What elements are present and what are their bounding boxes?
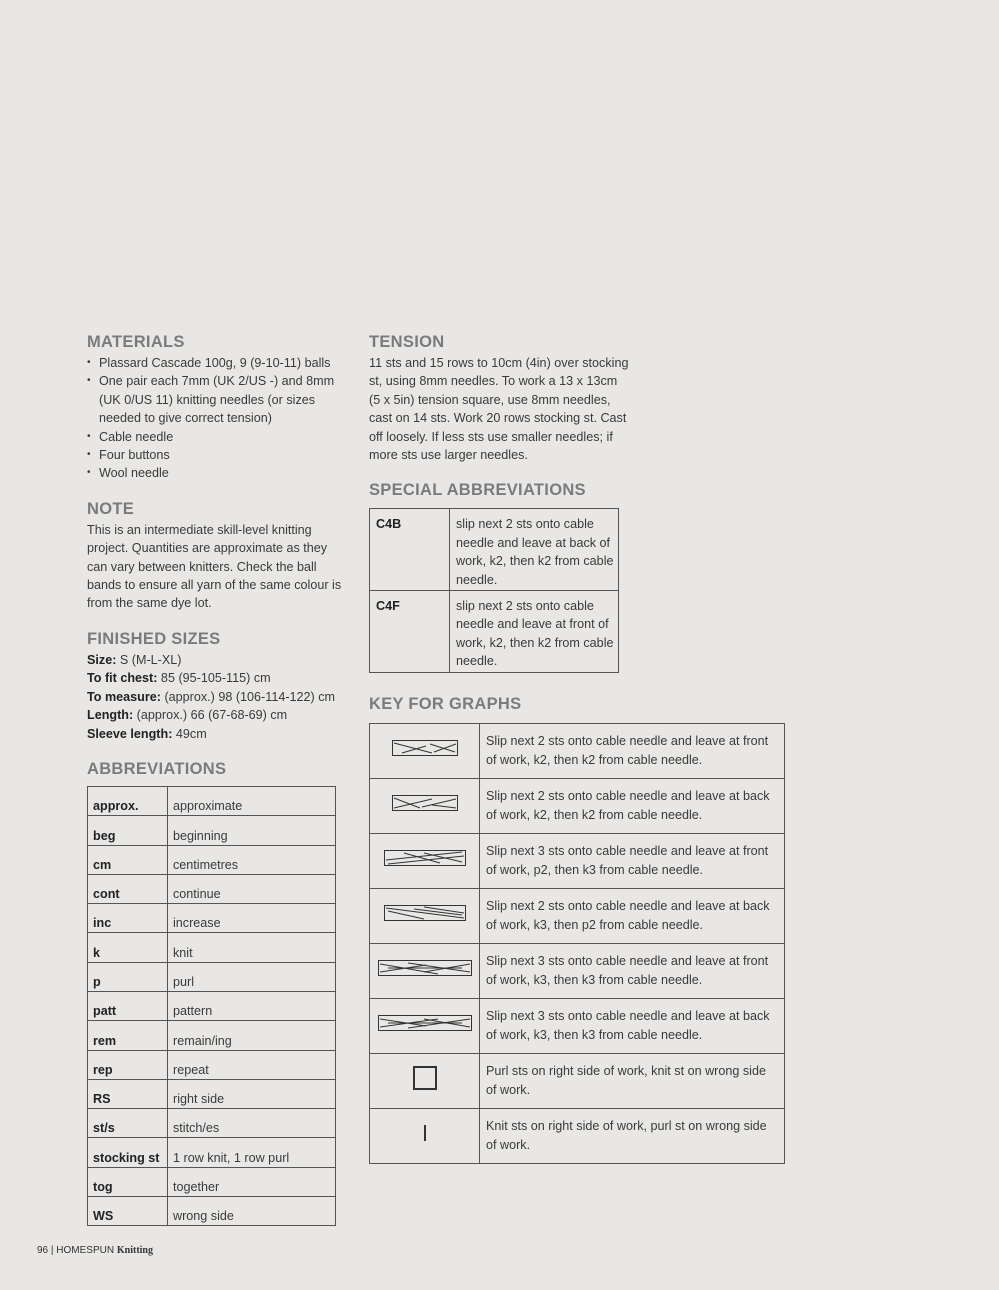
abbr-value: 1 row knit, 1 row purl xyxy=(168,1138,336,1167)
abbr-key: k xyxy=(88,933,168,962)
special-abbreviations-table xyxy=(369,508,619,672)
table-row xyxy=(370,943,785,998)
tension-heading: TENSION xyxy=(369,333,445,351)
table-row xyxy=(370,1108,785,1163)
table-row xyxy=(88,1021,336,1050)
abbr-key: inc xyxy=(88,904,168,933)
abbr-value: increase xyxy=(168,904,336,933)
table-row xyxy=(370,778,785,833)
abbr-value: remain/ing xyxy=(168,1021,336,1050)
abbr-value: purl xyxy=(168,962,336,991)
abbr-value: pattern xyxy=(168,991,336,1020)
special-abbr-key: C4B xyxy=(370,509,450,591)
special-abbr-value: slip next 2 sts onto cable needle and leave at back of work, k2, then k2 from cable needle. xyxy=(450,509,619,591)
special-abbreviations-heading: SPECIAL ABBREVIATIONS xyxy=(369,481,586,500)
table-row xyxy=(88,816,336,845)
list-item: • Four buttons xyxy=(87,446,349,464)
footer-brand: HOMESPUN xyxy=(56,1245,115,1256)
abbr-value: together xyxy=(168,1167,336,1196)
abbr-value: stitch/es xyxy=(168,1109,336,1138)
footer-separator: | xyxy=(50,1245,54,1256)
middle-column xyxy=(369,333,785,1164)
table-row xyxy=(88,874,336,903)
left-column xyxy=(87,333,349,1226)
abbr-key: rep xyxy=(88,1050,168,1079)
finished-sizes-list xyxy=(87,651,349,743)
measure-value: (approx.) 98 (106-114-122) cm xyxy=(160,689,336,704)
abbr-key: rem xyxy=(88,1021,168,1050)
abbr-value: approximate xyxy=(168,786,336,815)
length-value: (approx.) 66 (67-68-69) cm xyxy=(133,708,288,723)
special-abbr-value: slip next 2 sts onto cable needle and leave at front of work, k2, then k2 from cable needle. xyxy=(450,591,619,673)
abbreviations-table xyxy=(87,786,336,1226)
chest-row xyxy=(87,669,349,687)
abbr-value: wrong side xyxy=(168,1197,336,1226)
table-row xyxy=(88,1050,336,1079)
page-footer xyxy=(37,1245,153,1256)
abbr-key: p xyxy=(88,962,168,991)
abbr-key: cm xyxy=(88,845,168,874)
size-value: S (M-L-XL) xyxy=(116,652,182,667)
table-row xyxy=(370,888,785,943)
purl-square-icon xyxy=(370,1053,480,1108)
table-row xyxy=(88,786,336,815)
size-label: Size: xyxy=(87,652,117,667)
key-description: Slip next 3 sts onto cable needle and leave at back of work, k3, then k3 from cable needle. xyxy=(480,998,785,1053)
table-row xyxy=(370,509,619,591)
abbr-key: RS xyxy=(88,1079,168,1108)
chest-label: To fit chest: xyxy=(87,671,158,686)
table-row xyxy=(88,1109,336,1138)
sleeve-row xyxy=(87,725,349,743)
abbr-value: knit xyxy=(168,933,336,962)
abbr-value: centimetres xyxy=(168,845,336,874)
knit-bar-icon xyxy=(370,1108,480,1163)
table-row xyxy=(370,998,785,1053)
sleeve-label: Sleeve length: xyxy=(87,726,173,741)
key-for-graphs-heading: KEY FOR GRAPHS xyxy=(369,694,522,713)
abbr-key: cont xyxy=(88,874,168,903)
key-description: Slip next 3 sts onto cable needle and leave at front of work, p2, then k3 from cable needle. xyxy=(480,833,785,888)
length-label: Length: xyxy=(87,708,134,723)
abbr-key: stocking st xyxy=(88,1138,168,1167)
table-row xyxy=(370,833,785,888)
tension-text: 11 sts and 15 rows to 10cm (4in) over stocking st, using 8mm needles. To work a 13 x 13cm (5 x 5in) tension square, use 8mm needles, cast on 14 sts. Work 20 rows stocking st. Cast off loosely. If less sts use smaller needles; if more sts use larger needles. xyxy=(369,356,629,463)
table-row xyxy=(88,962,336,991)
table-row xyxy=(88,1079,336,1108)
footer-brand-subtitle: Knitting xyxy=(116,1245,153,1256)
table-row xyxy=(88,904,336,933)
abbr-value: beginning xyxy=(168,816,336,845)
materials-list xyxy=(87,354,349,483)
abbr-key: patt xyxy=(88,991,168,1020)
finished-sizes-heading: FINISHED SIZES xyxy=(87,629,221,648)
cable-6-back-icon xyxy=(370,998,480,1053)
key-description: Slip next 3 sts onto cable needle and leave at front of work, k3, then k3 from cable needle. xyxy=(480,943,785,998)
key-description: Slip next 2 sts onto cable needle and leave at back of work, k3, then p2 from cable needle. xyxy=(480,888,785,943)
list-item: • Cable needle xyxy=(87,428,349,446)
special-abbr-key: C4F xyxy=(370,591,450,673)
cable-4-front-icon xyxy=(370,723,480,778)
abbr-key: approx. xyxy=(88,786,168,815)
table-row xyxy=(88,1167,336,1196)
measure-row xyxy=(87,688,349,706)
sleeve-value: 49cm xyxy=(172,726,207,741)
table-row xyxy=(370,1053,785,1108)
abbr-key: tog xyxy=(88,1167,168,1196)
abbr-key: st/s xyxy=(88,1109,168,1138)
size-row xyxy=(87,651,349,669)
abbreviations-heading: ABBREVIATIONS xyxy=(87,759,227,778)
table-row xyxy=(88,991,336,1020)
key-description: Slip next 2 sts onto cable needle and leave at back of work, k2, then k2 from cable needle. xyxy=(480,778,785,833)
abbr-key: WS xyxy=(88,1197,168,1226)
materials-heading: MATERIALS xyxy=(87,333,185,351)
abbr-key: beg xyxy=(88,816,168,845)
cable-6-front-icon xyxy=(370,943,480,998)
key-description: Purl sts on right side of work, knit st on wrong side of work. xyxy=(480,1053,785,1108)
page-number: 96 xyxy=(37,1245,49,1256)
table-row xyxy=(88,1138,336,1167)
note-heading: NOTE xyxy=(87,499,135,518)
abbr-value: right side xyxy=(168,1079,336,1108)
key-description: Slip next 2 sts onto cable needle and leave at front of work, k2, then k2 from cable needle. xyxy=(480,723,785,778)
note-text: This is an intermediate skill-level knitting project. Quantities are approximate as they can vary between knitters. Check the ball bands to ensure all yarn of the same colour is from the same dye lot. xyxy=(87,522,342,611)
cable-4-back-icon xyxy=(370,778,480,833)
table-row xyxy=(88,1197,336,1226)
length-row xyxy=(87,706,349,724)
abbr-value: repeat xyxy=(168,1050,336,1079)
table-row xyxy=(88,845,336,874)
table-row xyxy=(370,723,785,778)
table-row xyxy=(370,591,619,673)
cable-5-back-icon xyxy=(370,888,480,943)
list-item: • Plassard Cascade 100g, 9 (9-10-11) balls xyxy=(87,354,349,372)
cable-5-front-icon xyxy=(370,833,480,888)
key-description: Knit sts on right side of work, purl st on wrong side of work. xyxy=(480,1108,785,1163)
list-item: • Wool needle xyxy=(87,464,349,482)
key-for-graphs-table xyxy=(369,723,785,1164)
measure-label: To measure: xyxy=(87,689,161,704)
table-row xyxy=(88,933,336,962)
list-item: • One pair each 7mm (UK 2/US -) and 8mm (UK 0/US 11) knitting needles (or sizes needed to give correct tension) xyxy=(87,372,349,427)
abbr-value: continue xyxy=(168,874,336,903)
chest-value: 85 (95-105-115) cm xyxy=(157,671,271,686)
